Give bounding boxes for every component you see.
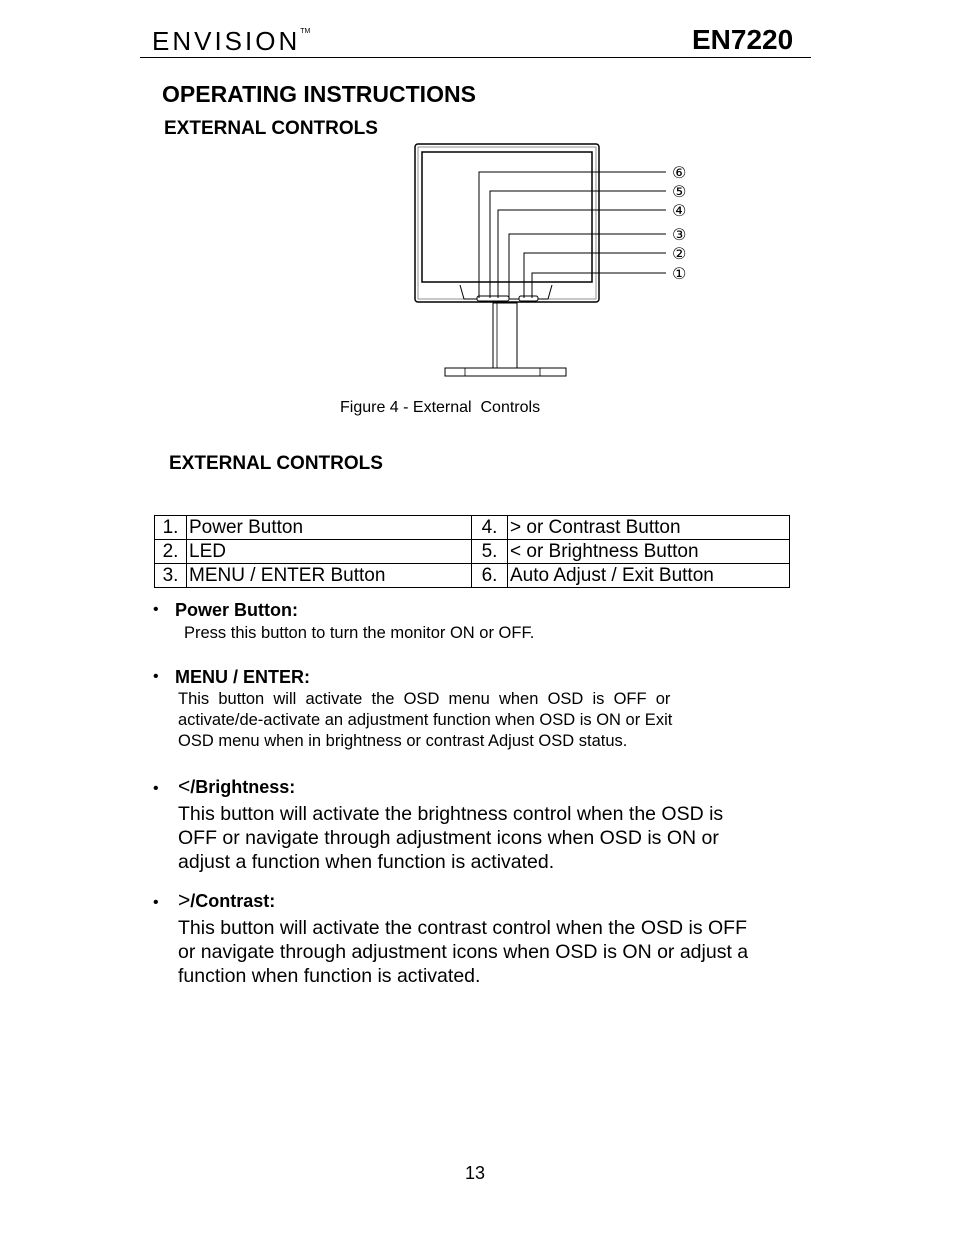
monitor-diagram (414, 143, 694, 379)
greater-than-symbol: > (178, 889, 191, 912)
bullet-dot: • (153, 601, 159, 618)
item-number: 4. (472, 516, 508, 540)
less-than-symbol: < (178, 775, 191, 798)
controls-table (154, 515, 790, 588)
power-button-text: Press this button to turn the monitor ON or OFF. (184, 624, 535, 642)
callout-5: ⑤ (672, 182, 687, 201)
item-label: Power Button (187, 516, 472, 540)
menu-enter-heading: MENU / ENTER: (175, 667, 310, 687)
menu-enter-text-line: This button will activate the OSD menu when OSD is OFF or (178, 690, 671, 708)
item-label: MENU / ENTER Button (187, 564, 472, 588)
callout-1: ① (672, 264, 687, 283)
callout-2: ② (672, 244, 687, 263)
table-title: EXTERNAL CONTROLS (169, 453, 383, 474)
brand-logo (152, 26, 310, 57)
page-number: 13 (465, 1163, 486, 1183)
brightness-text-line: This button will activate the brightness control when the OSD is (178, 803, 724, 825)
bullet-dot: • (153, 780, 159, 797)
bullet-dot: • (153, 894, 159, 911)
item-number: 5. (472, 540, 508, 564)
item-number: 2. (155, 540, 187, 564)
section-title: OPERATING INSTRUCTIONS (162, 81, 476, 107)
bullet-dot: • (153, 668, 159, 685)
menu-enter-text-line: OSD menu when in brightness or contrast Adjust OSD status. (178, 732, 628, 750)
contrast-heading (178, 889, 275, 913)
brightness-text-line: OFF or navigate through adjustment icons when OSD is ON or (178, 827, 719, 849)
menu-enter-text-line: activate/de-activate an adjustment function when OSD is ON or Exit (178, 711, 673, 729)
model-number: EN7220 (692, 24, 794, 55)
brightness-text-line: adjust a function when function is activated. (178, 851, 555, 873)
item-label: LED (187, 540, 472, 564)
power-button-heading: Power Button: (175, 600, 298, 620)
item-label: > or Contrast Button (508, 516, 790, 540)
figure-caption: Figure 4 - External Controls (340, 399, 541, 416)
brightness-title: /Brightness: (190, 777, 296, 797)
brand-name: ENVISION (152, 26, 301, 56)
contrast-title: /Contrast: (190, 891, 276, 911)
callout-3: ③ (672, 225, 687, 244)
callout-4: ④ (672, 201, 687, 220)
item-number: 6. (472, 564, 508, 588)
trademark-mark: TM (300, 28, 311, 35)
table-row (155, 540, 790, 564)
header-rule (140, 57, 811, 58)
subsection-title: EXTERNAL CONTROLS (164, 118, 378, 139)
item-label: < or Brightness Button (508, 540, 790, 564)
table-row (155, 564, 790, 588)
callout-6: ⑥ (672, 163, 687, 182)
contrast-text-line: function when function is activated. (178, 965, 481, 987)
item-label: Auto Adjust / Exit Button (508, 564, 790, 588)
item-number: 3. (155, 564, 187, 588)
contrast-text-line: or navigate through adjustment icons when OSD is ON or adjust a (178, 941, 749, 963)
contrast-text-line: This button will activate the contrast control when the OSD is OFF (178, 917, 747, 939)
table-row (155, 516, 790, 540)
item-number: 1. (155, 516, 187, 540)
brightness-heading (178, 775, 295, 799)
